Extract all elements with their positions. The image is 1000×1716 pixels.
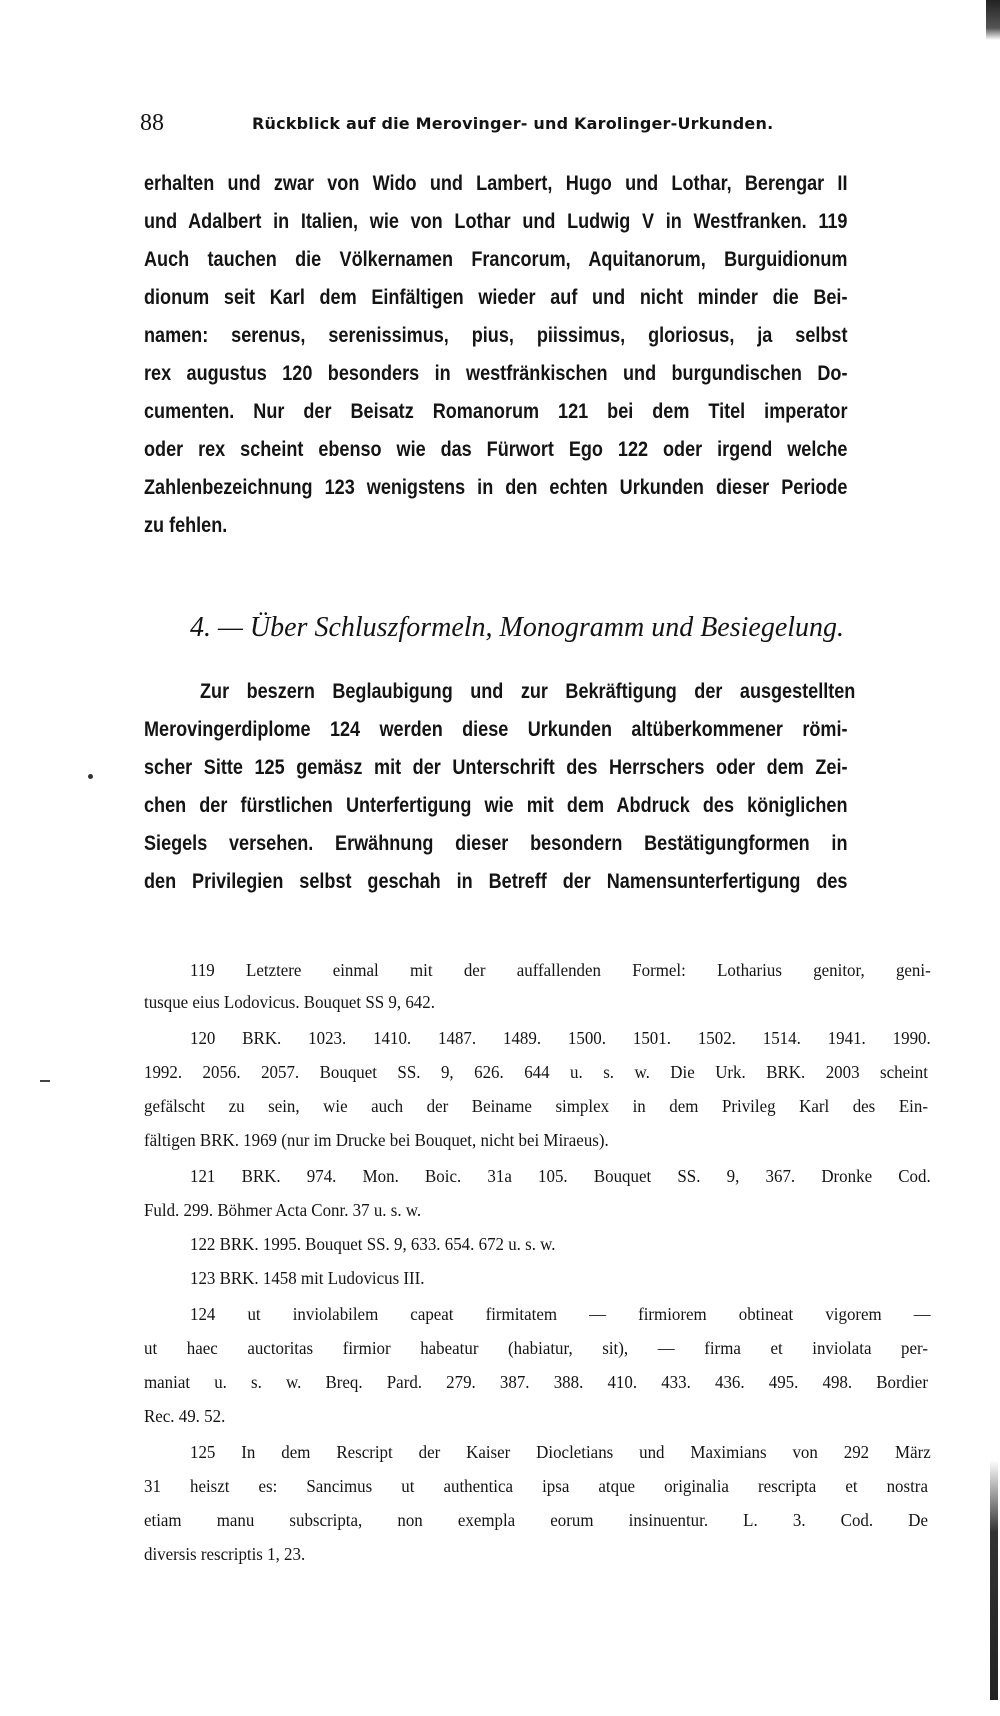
footnote-line: 122 BRK. 1995. Bouquet SS. 9, 633. 654. 672 u. s. w. [190, 1234, 556, 1254]
text-line: dionum seit Karl dem Einfältigen wieder auf und nicht minder die Bei- [144, 286, 848, 309]
text-line: cumenten. Nur der Beisatz Romanorum 121 bei dem Titel imperator [144, 400, 848, 423]
text-line: Zur beszern Beglaubigung und zur Bekräftigung der ausgestellten [200, 680, 856, 703]
text-line: oder rex scheint ebenso wie das Fürwort Ego 122 oder irgend welche [144, 438, 848, 461]
text-line: den Privilegien selbst geschah in Betreff der Namensunterfertigung des [144, 870, 848, 893]
text-line: erhalten und zwar von Wido und Lambert, Hugo und Lothar, Berengar II [144, 172, 848, 195]
footnote-line: 121 BRK. 974. Mon. Boic. 31a 105. Bouquet SS. 9, 367. Dronke Cod. [190, 1166, 931, 1186]
footnote-line: ut haec auctoritas firmior habeatur (habiatur, sit), — firma et inviolata per- [144, 1338, 928, 1358]
text-line: namen: serenus, serenissimus, pius, piissimus, gloriosus, ja selbst [144, 324, 848, 347]
text-line: und Adalbert in Italien, wie von Lothar und Ludwig V in Westfranken. 119 [144, 210, 848, 233]
footnote-line: 125 In dem Rescript der Kaiser Diocletians und Maximians von 292 März [190, 1442, 931, 1462]
text-line: scher Sitte 125 gemäsz mit der Unterschrift des Herrschers oder dem Zei- [144, 756, 848, 779]
footnote-line: gefälscht zu sein, wie auch der Beiname simplex in dem Privileg Karl des Ein- [144, 1096, 928, 1116]
text-line: Zahlenbezeichnung 123 wenigstens in den echten Urkunden dieser Periode [144, 476, 848, 499]
section-heading: 4. — Über Schluszformeln, Monogramm und Besiegelung. [190, 612, 845, 643]
footnote-line: 1992. 2056. 2057. Bouquet SS. 9, 626. 644 u. s. w. Die Urk. BRK. 2003 scheint [144, 1062, 928, 1082]
footnote-line: Rec. 49. 52. [144, 1406, 226, 1426]
text-line: Auch tauchen die Völkernamen Francorum, Aquitanorum, Burguidionum [144, 248, 848, 271]
page-number: 88 [140, 110, 164, 136]
footnote-line: 124 ut inviolabilem capeat firmitatem — firmiorem obtineat vigorem — [190, 1304, 931, 1324]
footnote-line: Fuld. 299. Böhmer Acta Conr. 37 u. s. w. [144, 1200, 422, 1220]
text-line: chen der fürstlichen Unterfertigung wie mit dem Abdruck des königlichen [144, 794, 848, 817]
footnote-line: maniat u. s. w. Breq. Pard. 279. 387. 388. 410. 433. 436. 495. 498. Bordier [144, 1372, 928, 1392]
footnote-line: 120 BRK. 1023. 1410. 1487. 1489. 1500. 1501. 1502. 1514. 1941. 1990. [190, 1028, 931, 1048]
running-title: Rückblick auf die Merovinger- und Karolinger-Urkunden. [252, 114, 774, 133]
page-edge-shadow [990, 1460, 998, 1700]
text-line: Siegels versehen. Erwähnung dieser besondern Bestätigungformen in [144, 832, 848, 855]
footnote-line: etiam manu subscripta, non exempla eorum insinuentur. L. 3. Cod. De [144, 1510, 928, 1530]
footnote-line: diversis rescriptis 1, 23. [144, 1544, 306, 1564]
margin-dot [88, 774, 93, 779]
text-line: Merovingerdiplome 124 werden diese Urkunden altüberkommener römi- [144, 718, 848, 741]
footnote-line: 31 heiszt es: Sancimus ut authentica ipsa atque originalia rescripta et nostra [144, 1476, 928, 1496]
footnote-line: 123 BRK. 1458 mit Ludovicus III. [190, 1268, 425, 1288]
margin-dash [40, 1080, 50, 1082]
text-line: rex augustus 120 besonders in westfränkischen und burgundischen Do- [144, 362, 848, 385]
footnote-line: tusque eius Lodovicus. Bouquet SS 9, 642. [144, 992, 435, 1012]
page-header [140, 110, 900, 140]
page-edge-mark [986, 0, 1000, 40]
text-line: zu fehlen. [144, 514, 228, 537]
footnote-line: 119 Letztere einmal mit der auffallenden Formel: Lotharius genitor, geni- [190, 960, 931, 980]
footnote-line: fältigen BRK. 1969 (nur im Drucke bei Bouquet, nicht bei Miraeus). [144, 1130, 609, 1150]
